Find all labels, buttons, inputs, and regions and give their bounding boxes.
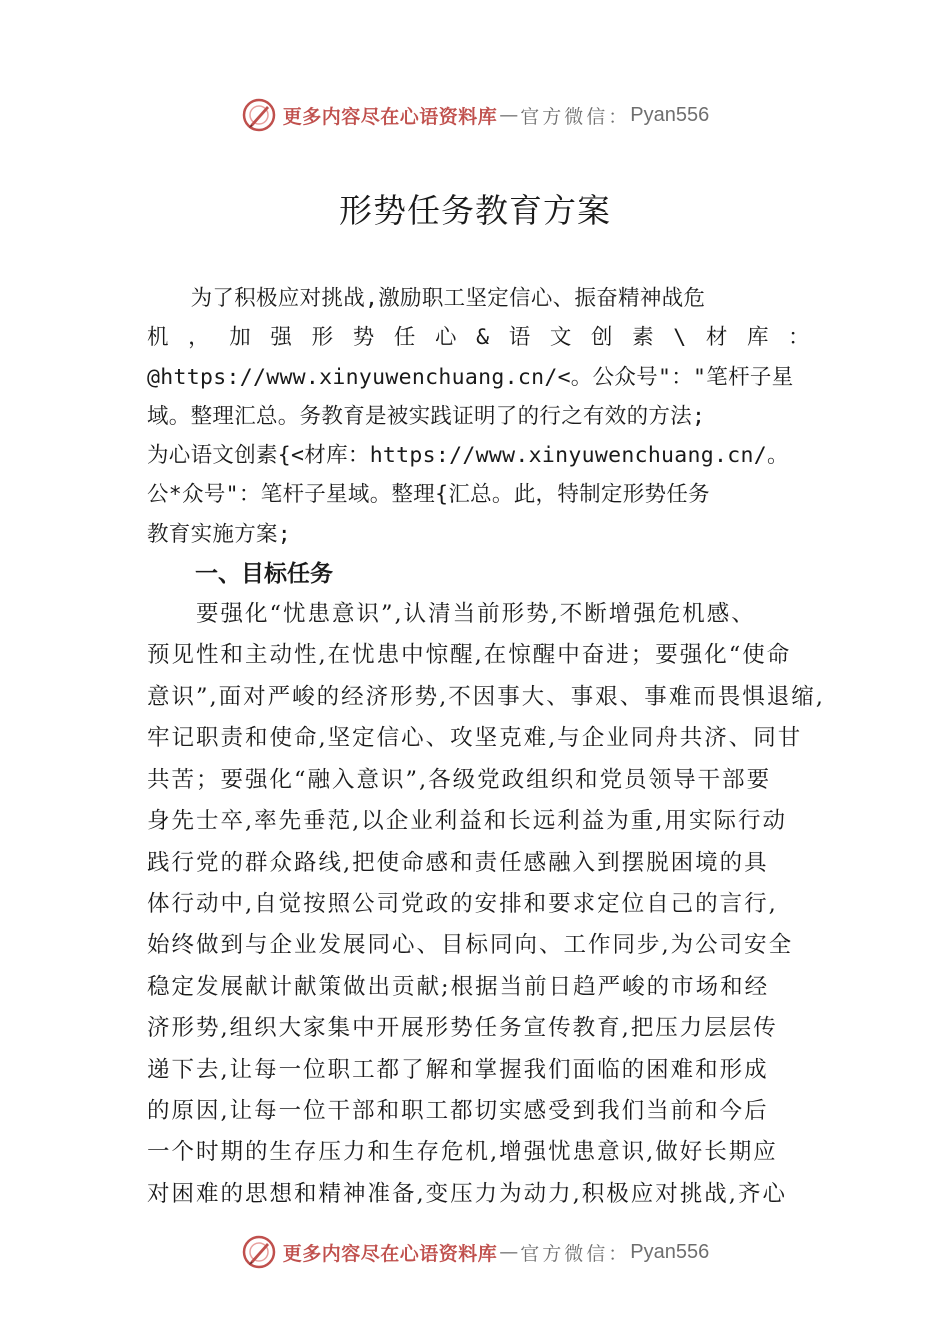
- text-line: 预见性和主动性,在忧患中惊醒,在惊醒中奋进；要强化“使命: [147, 642, 792, 669]
- text-line: 为了积极应对挑战,激励职工坚定信心、振奋精神战危: [147, 286, 706, 311]
- document-body: [147, 279, 825, 1215]
- banner-wechat-id: Pyan556: [630, 1240, 710, 1263]
- footer-watermark-banner: [0, 1232, 950, 1272]
- logo-icon: [241, 1234, 277, 1270]
- banner-text: 更多内容尽在心语资料库: [282, 1242, 498, 1265]
- text-line: 一个时期的生存压力和生存危机,增强忧患意识,做好长期应: [147, 1139, 778, 1166]
- text-line-spread: 机 ， 加 强 形 势 任 心 & 语 文 创 素 \ 材 库 ：: [147, 325, 810, 351]
- text-line: 递下去,让每一位职工都了解和掌握我们面临的困难和形成: [147, 1056, 769, 1083]
- banner-separator: —: [499, 1241, 519, 1263]
- text-line: 始终做到与企业发展同心、目标同向、工作同步,为公司安全: [147, 932, 794, 959]
- text-line: 体行动中,自觉按照公司党政的安排和要求定位自己的言行,: [147, 890, 778, 917]
- text-line: @https://www.xinyuwenchuang.cn/<。公众号"："笔杆子星: [147, 364, 794, 390]
- header-watermark-banner: [0, 95, 950, 135]
- banner-separator: —: [499, 104, 519, 126]
- text-line: 的原因,让每一位干部和职工都切实感受到我们当前和今后: [147, 1097, 769, 1124]
- text-line: 要强化“忧患意识”,认清当前形势,不断增强危机感、: [147, 601, 756, 628]
- text-line: 教育实施方案;: [147, 521, 292, 547]
- text-line: 为心语文创素{<材库：https://www.xinyuwenchuang.cn/。: [147, 443, 789, 469]
- text-line: 稳定发展献计献策做出贡献;根据当前日趋严峻的市场和经: [147, 973, 770, 1000]
- banner-text: 更多内容尽在心语资料库: [282, 105, 498, 128]
- text-line: 践行党的群众路线,把使命感和责任感融入到摆脱困境的具: [147, 849, 769, 876]
- text-line: 意识”,面对严峻的经济形势,不因事大、事艰、事难而畏惧退缩,: [147, 683, 825, 710]
- text-line: 对困难的思想和精神准备,变压力为动力,积极应对挑战,齐心: [147, 1180, 787, 1207]
- banner-wechat-label: 官方微信：: [520, 1242, 631, 1265]
- section-heading: 一、目标任务: [195, 561, 333, 588]
- goals-paragraph: [147, 594, 825, 1215]
- text-line: 身先士卒,率先垂范,以企业利益和长远利益为重,用实际行动: [147, 808, 787, 835]
- banner-wechat-id: Pyan556: [630, 103, 710, 126]
- text-line: 公*众号"：笔杆子星域。整理{汇总。此，特制定形势任务: [147, 482, 710, 508]
- logo-icon: [241, 97, 277, 133]
- text-line: 济形势,组织大家集中开展形势任务宣传教育,把压力层层传: [147, 1015, 778, 1042]
- text-line: 域。整理汇总。务教育是被实践证明了的行之有效的方法;: [147, 403, 706, 429]
- text-line: 共苦；要强化“融入意识”,各级党政组织和党员领导干部要: [147, 766, 772, 793]
- document-title: 形势任务教育方案: [339, 191, 611, 230]
- intro-paragraph: [147, 279, 810, 554]
- banner-wechat-label: 官方微信：: [520, 105, 631, 128]
- text-line: 牢记职责和使命,坚定信心、攻坚克难,与企业同舟共济、同甘: [147, 725, 803, 752]
